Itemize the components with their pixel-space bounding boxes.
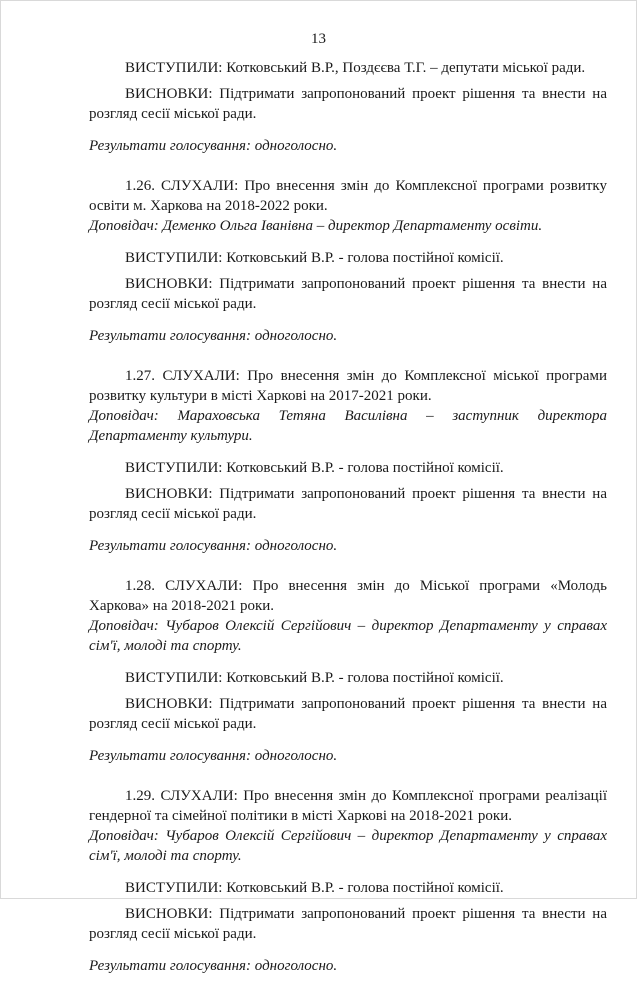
vote-result: Результати голосування: одноголосно.	[89, 748, 338, 764]
conclusion-line: ВИСНОВКИ: Підтримати запропонований проект рішення та внести на розгляд сесії міської ради.	[89, 486, 607, 522]
item-title: 1.26. СЛУХАЛИ: Про внесення змін до Комплексної програми розвитку освіти м. Харкова на 2018-2022 роки.	[89, 178, 607, 214]
reporter-line: Доповідач: Деменко Ольга Іванівна – директор Департаменту освіти.	[89, 218, 543, 234]
vote-result: Результати голосування: одноголосно.	[89, 328, 338, 344]
agenda-item-1-28	[89, 576, 607, 766]
reporter-line: Доповідач: Мараховська Тетяна Василівна – заступник директора Департаменту культури.	[89, 408, 607, 444]
vote-result: Результати голосування: одноголосно.	[89, 538, 338, 554]
reporter-line: Доповідач: Чубаров Олексій Сергійович – директор Департаменту у справах сім'ї, молоді та спорту.	[89, 828, 607, 864]
conclusion-line: ВИСНОВКИ: Підтримати запропонований проект рішення та внести на розгляд сесії міської ради.	[89, 86, 607, 122]
agenda-item-1-27	[89, 366, 607, 556]
reporter-line: Доповідач: Чубаров Олексій Сергійович – директор Департаменту у справах сім'ї, молоді та спорту.	[89, 618, 607, 654]
item-title: 1.28. СЛУХАЛИ: Про внесення змін до Міської програми «Молодь Харкова» на 2018-2021 роки.	[89, 578, 607, 614]
speakers-line: ВИСТУПИЛИ: Котковський В.Р. - голова постійної комісії.	[125, 460, 504, 476]
page-number: 13	[311, 31, 326, 47]
speakers-line: ВИСТУПИЛИ: Котковський В.Р. - голова постійної комісії.	[125, 670, 504, 686]
speakers-line: ВИСТУПИЛИ: Котковський В.Р. - голова постійної комісії.	[125, 880, 504, 896]
speakers-line: ВИСТУПИЛИ: Котковський В.Р., Поздєєва Т.Г. – депутати міської ради.	[125, 60, 586, 76]
conclusion-line: ВИСНОВКИ: Підтримати запропонований проект рішення та внести на розгляд сесії міської ради.	[89, 906, 607, 942]
conclusion-line: ВИСНОВКИ: Підтримати запропонований проект рішення та внести на розгляд сесії міської ради.	[89, 276, 607, 312]
speakers-line: ВИСТУПИЛИ: Котковський В.Р. - голова постійної комісії.	[125, 250, 504, 266]
item-title: 1.29. СЛУХАЛИ: Про внесення змін до Комплексної програми реалізації гендерної та сімейної політики в місті Харкові на 2018-2021 роки.	[89, 788, 607, 824]
conclusion-line: ВИСНОВКИ: Підтримати запропонований проект рішення та внести на розгляд сесії міської ради.	[89, 696, 607, 732]
document-body	[89, 58, 607, 996]
vote-result: Результати голосування: одноголосно.	[89, 958, 338, 974]
vote-result: Результати голосування: одноголосно.	[89, 138, 338, 154]
agenda-item-continued	[89, 58, 607, 156]
agenda-item-1-29	[89, 786, 607, 976]
agenda-item-1-26	[89, 176, 607, 346]
item-title: 1.27. СЛУХАЛИ: Про внесення змін до Комплексної міської програми розвитку культури в місті Харкові на 2017-2021 роки.	[89, 368, 607, 404]
